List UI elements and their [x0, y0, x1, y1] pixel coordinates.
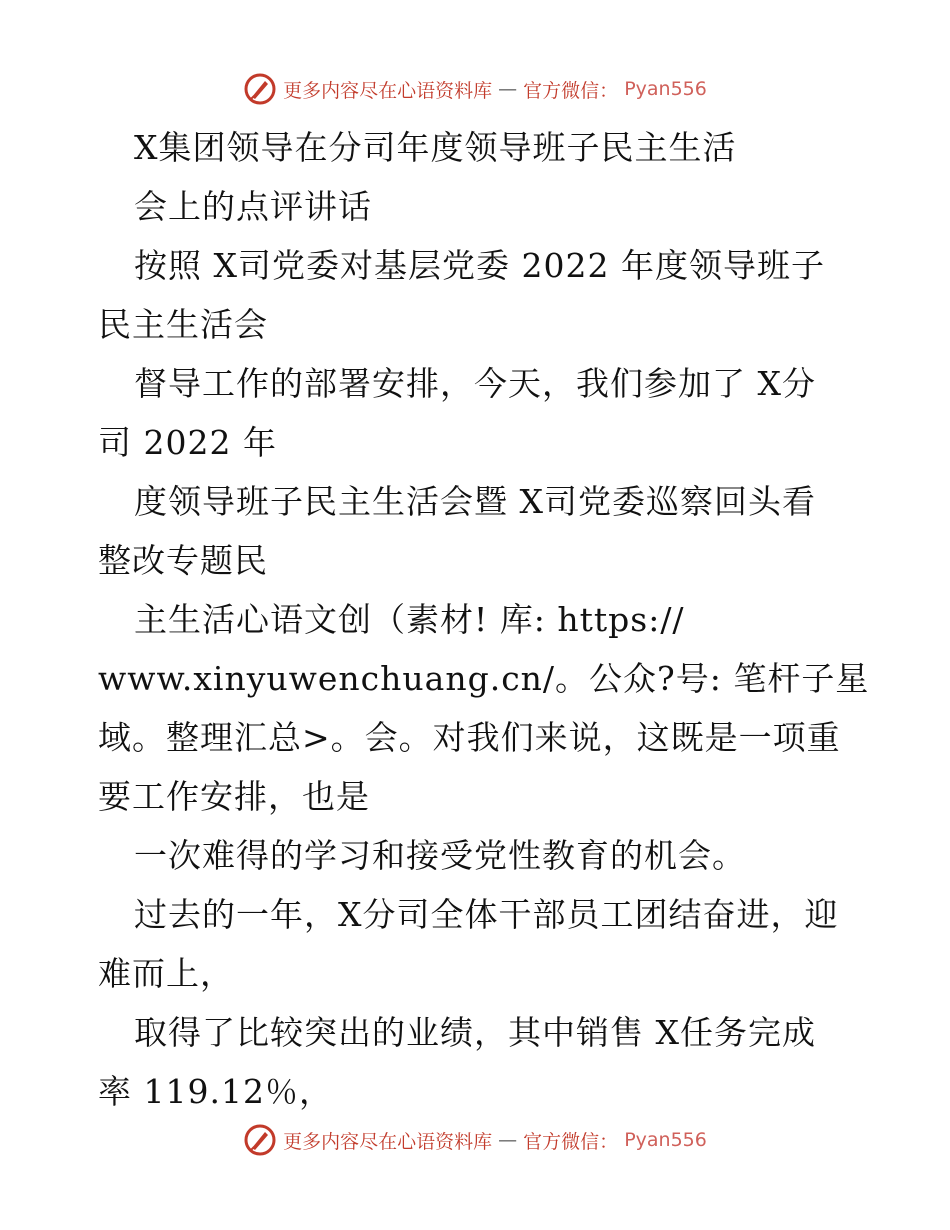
watermark-sub-text: 官方微信：	[523, 79, 619, 102]
watermark-separator: —	[498, 78, 518, 100]
paragraph-line: 整改专题民	[98, 541, 268, 580]
paragraph-line: 督导工作的部署安排，今天，我们参加了 X分	[134, 364, 816, 403]
watermark-main-text: 更多内容尽在心语资料库	[283, 1130, 493, 1153]
watermark-sub-text: 官方微信：	[523, 1130, 619, 1153]
quill-pen-logo-icon	[243, 72, 277, 106]
paragraph-line: X集团领导在分司年度领导班子民主生活	[134, 128, 737, 167]
paragraph-line: 要工作安排，也是	[98, 777, 370, 816]
paragraph-line: 一次难得的学习和接受党性教育的机会。	[134, 836, 746, 875]
quill-pen-logo-icon	[243, 1123, 277, 1157]
header-watermark	[0, 72, 950, 106]
paragraph-line: 过去的一年，X分司全体干部员工团结奋进，迎	[134, 895, 839, 934]
paragraph-line: 司 2022 年	[98, 423, 277, 462]
watermark-handle: Pyan556	[624, 78, 707, 100]
paragraph-line: 取得了比较突出的业绩，其中销售 X任务完成	[134, 1013, 816, 1052]
paragraph-line: 民主生活会	[98, 305, 268, 344]
watermark-main-text: 更多内容尽在心语资料库	[283, 79, 493, 102]
paragraph-line: 会上的点评讲话	[134, 187, 372, 226]
footer-watermark	[0, 1123, 950, 1157]
paragraph-line: 难而上，	[98, 954, 234, 993]
paragraph-line: 域。整理汇总>。会。对我们来说，这既是一项重	[98, 718, 841, 757]
paragraph-line: 主生活心语文创（素材! 库: https://	[134, 600, 685, 639]
document-body	[98, 118, 870, 1121]
paragraph-line: 率 119.12％，	[98, 1072, 333, 1111]
paragraph-line: 度领导班子民主生活会暨 X司党委巡察回头看	[134, 482, 816, 521]
paragraph-line: www.xinyuwenchuang.cn/。公众?号: 笔杆子星	[98, 659, 870, 698]
watermark-handle: Pyan556	[624, 1129, 707, 1151]
paragraph-line: 按照 X司党委对基层党委 2022 年度领导班子	[134, 246, 825, 285]
watermark-separator: —	[498, 1129, 518, 1151]
